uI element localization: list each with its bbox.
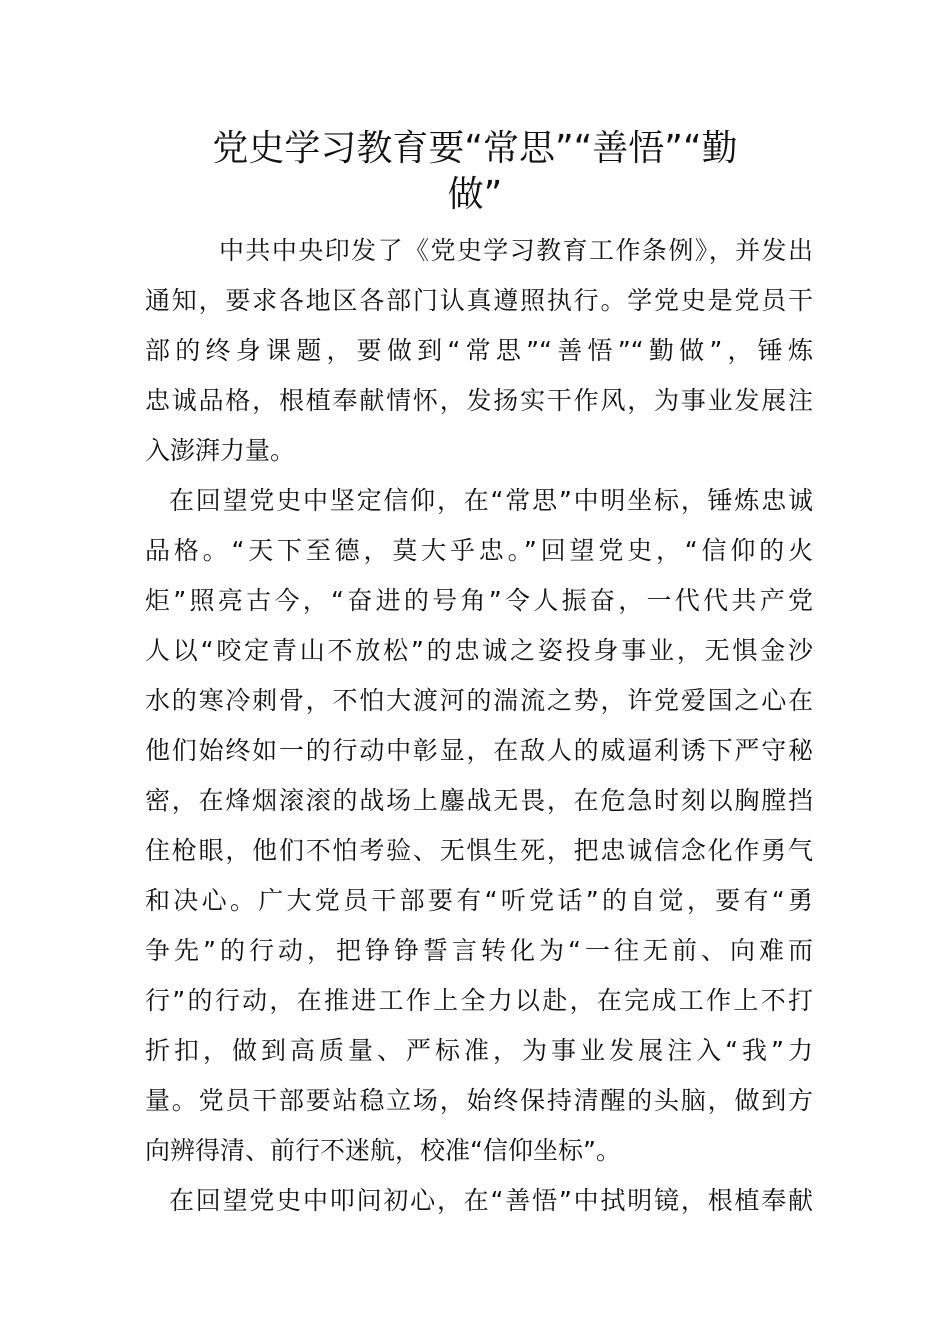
paragraph-line: 和决心。广大党员干部要有“听党话”的自觉，要有“勇 [145, 886, 813, 915]
paragraph-line: 在回望党史中坚定信仰，在“常思”中明坐标，锤炼忠诚 [169, 486, 813, 515]
paragraph-line: 住枪眼，他们不怕考验、无惧生死，把忠诚信念化作勇气 [145, 836, 813, 865]
paragraph-line: 品格。“天下至德，莫大乎忠。”回望党史，“信仰的火 [145, 536, 813, 565]
document-title [145, 126, 805, 218]
paragraph-line: 向辨得清、前行不迷航，校准“信仰坐标”。 [145, 1136, 621, 1165]
paragraph-line: 行”的行动，在推进工作上全力以赴，在完成工作上不打 [145, 986, 813, 1015]
paragraph-line: 通知，要求各地区各部门认真遵照执行。学党史是党员干 [145, 286, 813, 315]
paragraph-line: 水的寒冷刺骨，不怕大渡河的湍流之势，许党爱国之心在 [145, 686, 813, 715]
title-line-2: 做” [447, 174, 503, 215]
title-line-1: 党史学习教育要“常思”“善悟”“勤 [212, 128, 738, 169]
paragraph-line: 忠诚品格，根植奉献情怀，发扬实干作风，为事业发展注 [145, 386, 813, 415]
paragraph-line: 中共中央印发了《党史学习教育工作条例》，并发出 [219, 236, 813, 265]
paragraph-line: 人以“咬定青山不放松”的忠诚之姿投身事业，无惧金沙 [145, 636, 813, 665]
paragraph-line: 争先”的行动，把铮铮誓言转化为“一往无前、向难而 [145, 936, 813, 965]
paragraph-line: 炬”照亮古今，“奋进的号角”令人振奋，一代代共产党 [145, 586, 813, 615]
paragraph-line: 部的终身课题，要做到“常思”“善悟”“勤做”，锤炼 [145, 336, 813, 365]
paragraph-line: 折扣，做到高质量、严标准，为事业发展注入“我”力 [145, 1036, 813, 1065]
paragraph-line: 量。党员干部要站稳立场，始终保持清醒的头脑，做到方 [145, 1086, 813, 1115]
paragraph-line: 在回望党史中叩问初心，在“善悟”中拭明镜，根植奉献 [169, 1186, 813, 1215]
paragraph-line: 密，在烽烟滚滚的战场上鏖战无畏，在危急时刻以胸膛挡 [145, 786, 813, 815]
paragraph-line: 入澎湃力量。 [145, 436, 296, 465]
paragraph-line: 他们始终如一的行动中彰显，在敌人的威逼利诱下严守秘 [145, 736, 813, 765]
document-body [145, 226, 813, 1226]
